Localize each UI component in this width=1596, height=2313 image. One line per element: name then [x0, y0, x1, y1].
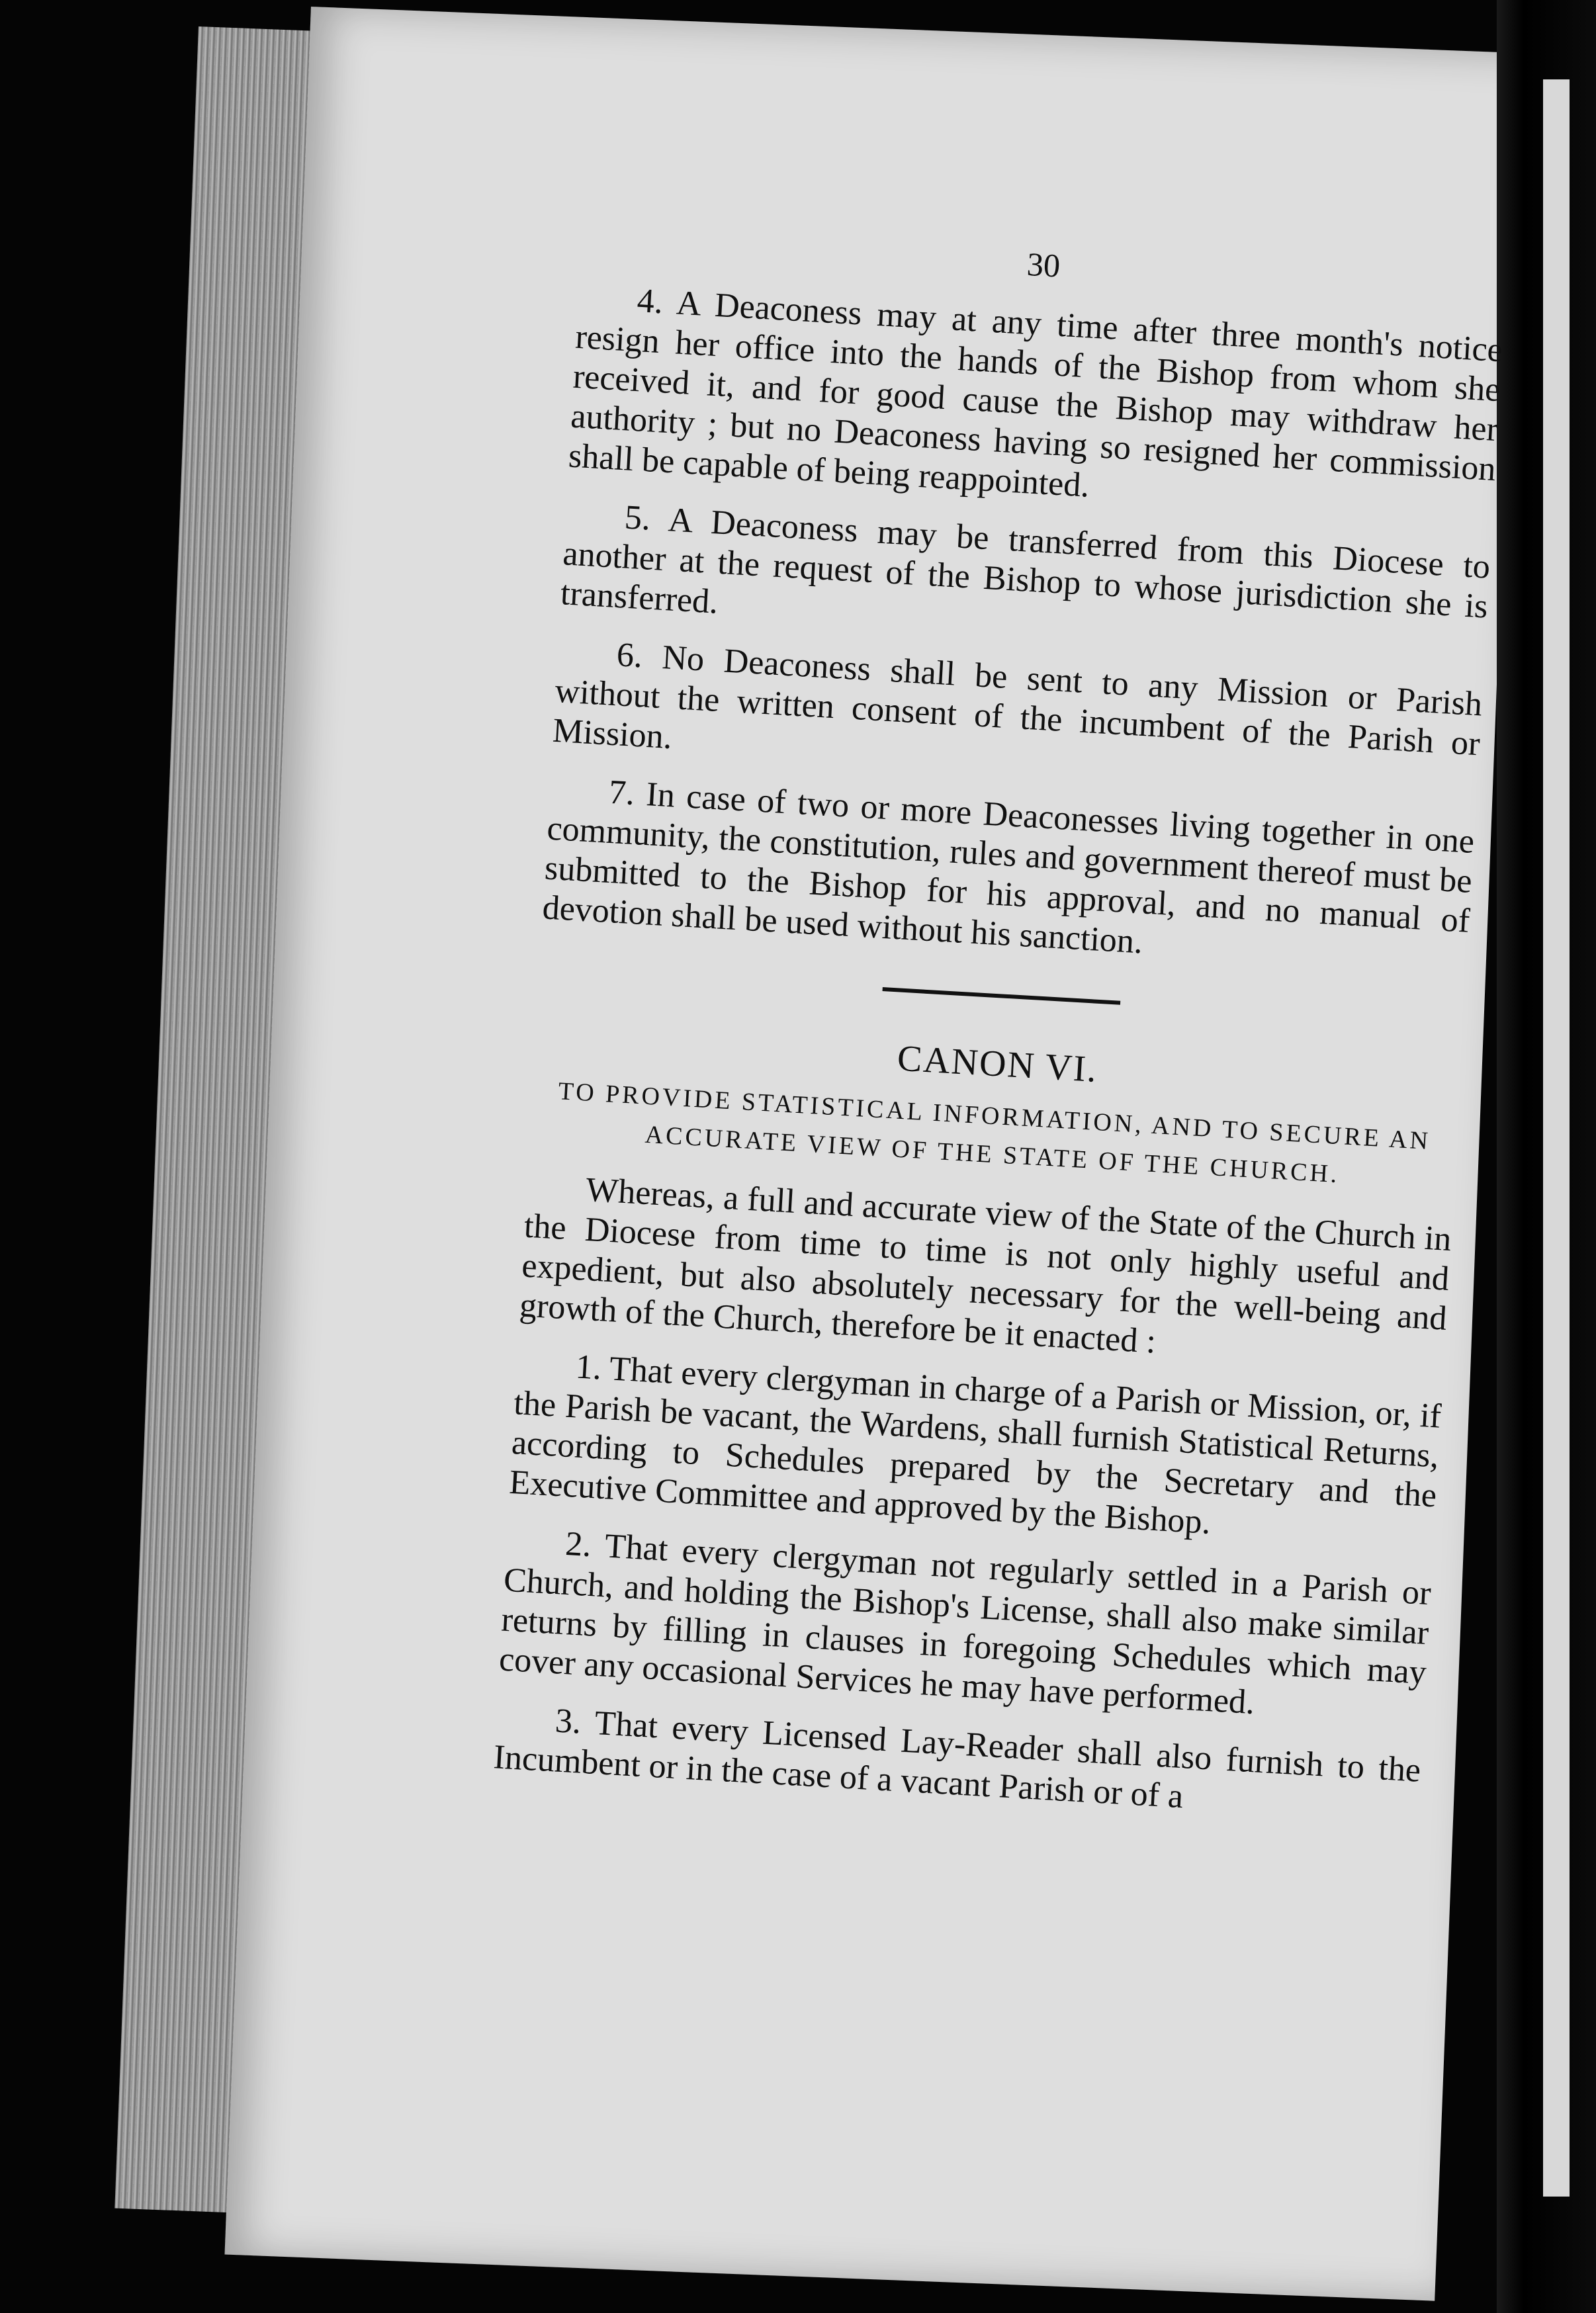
- clause-3: 3. That every Licensed Lay-Reader shall also furnish to the Incumbent or in the case of a vacant Parish or of a: [492, 1702, 1422, 1816]
- paragraph-4: 4. A Deaconess may at any time after three month's notice resign her office into the hands of the Bishop from whom she received it, and for good cause the Bishop may withdraw her authority ; but no Deaconess having so resigned her commission shall be capable of being reappointed.: [567, 282, 1504, 505]
- canon-subtitle: TO PROVIDE STATISTICAL INFORMATION, AND TO SECURE AN ACCURATE VIEW OF THE STATE OF THE CHURCH.: [557, 1077, 1432, 1189]
- clause-1: 1. That every clergyman in charge of a Parish or Mission, or, if the Parish be vacant, the Wardens, shall furnish Statistical Returns, according to Schedules prepared by the Secretary and the Executive Committee and approved by the Bishop.: [508, 1348, 1442, 1542]
- preamble-paragraph: Whereas, a full and accurate view of the State of the Church in the Diocese from time to time is not only highly useful and expedient, but also absolutely necessary for the well-being and growth of the Church, therefore be it enacted :: [518, 1170, 1452, 1361]
- paragraph-6: 6. No Deaconess shall be sent to any Mission or Parish without the written consent of the incumbent of the Parish or Mission.: [551, 636, 1484, 764]
- section-divider: [883, 987, 1121, 1005]
- page-text: [492, 218, 1507, 1849]
- canon-title: CANON VI.: [896, 1037, 1099, 1090]
- clause-2: 2. That every clergyman not regularly settled in a Parish or Church, and holding the Bishop's License, shall also make similar returns by filling in clauses in foregoing Schedules which may cover any occasional Services he may have performed.: [498, 1524, 1433, 1722]
- paragraph-5: 5. A Deaconess may be transferred from this Diocese to another at the request of the Bishop to whose jurisdiction she is transferred.: [559, 498, 1491, 626]
- next-page-edge: [1543, 79, 1570, 2197]
- page-number: 30: [1026, 245, 1061, 284]
- paragraph-7: 7. In case of two or more Deaconesses living together in one community, the constitution, rules and government thereof must be submitted to the Bishop for his approval, and no manual of devotion shall be used without his sanction.: [541, 773, 1476, 961]
